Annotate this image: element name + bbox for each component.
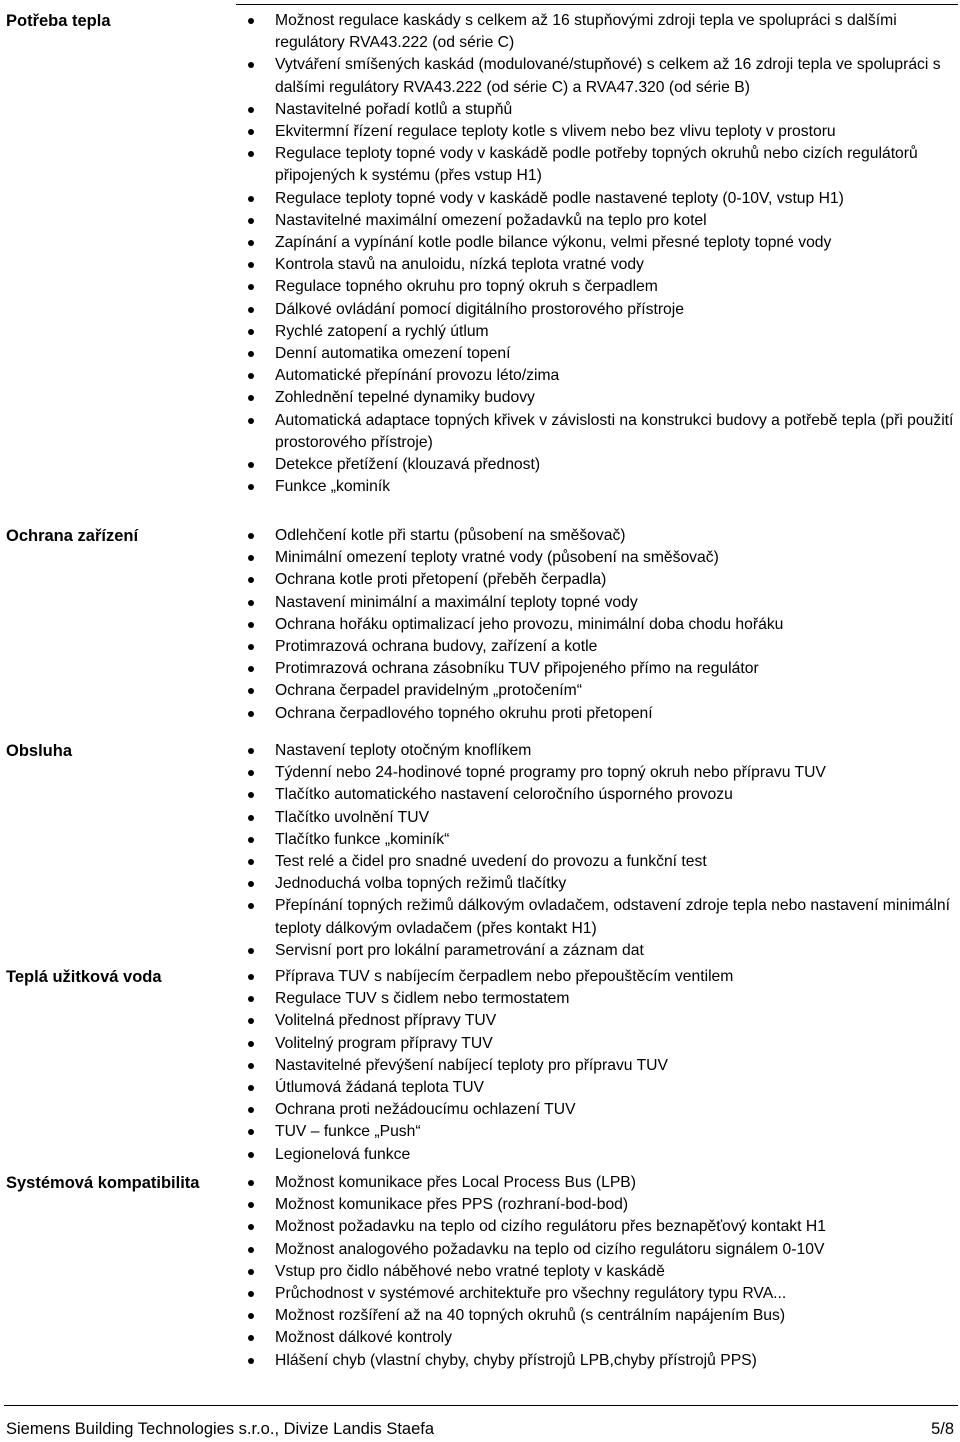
list-item: Zapínání a vypínání kotle podle bilance výkonu, velmi přesné teploty topné vody	[248, 232, 954, 254]
section-title: Ochrana zařízení	[6, 527, 139, 545]
list-item: Ochrana hořáku optimalizací jeho provozu, minimální doba chodu hořáku	[248, 614, 954, 636]
list-item: Ochrana čerpadel pravidelným „protočením“	[248, 680, 954, 702]
list-item: Legionelová funkce	[248, 1144, 954, 1166]
list-item: Tlačítko automatického nastavení celoročního úsporného provozu	[248, 784, 954, 806]
list-item: Ochrana čerpadlového topného okruhu proti přetopení	[248, 703, 954, 725]
list-item: Tlačítko funkce „kominík“	[248, 829, 954, 851]
list-item: Nastavitelné pořadí kotlů a stupňů	[248, 99, 954, 121]
list-item: Možnost regulace kaskády s celkem až 16 stupňovými zdroji tepla ve spolupráci s dalšími regulátory RVA43.222 (od série C)	[248, 10, 954, 54]
list-item: TUV – funkce „Push“	[248, 1121, 954, 1143]
bullet-list	[248, 525, 954, 725]
list-item: Hlášení chyb (vlastní chyby, chyby přístrojů LPB,chyby přístrojů PPS)	[248, 1350, 954, 1372]
list-item: Rychlé zatopení a rychlý útlum	[248, 321, 954, 343]
list-item: Volitelná přednost přípravy TUV	[248, 1010, 954, 1032]
bullet-list	[248, 740, 954, 962]
list-item: Funkce „kominík	[248, 476, 954, 498]
list-item: Detekce přetížení (klouzavá přednost)	[248, 454, 954, 476]
footer-company: Siemens Building Technologies s.r.o., Divize Landis Staefa	[6, 1420, 435, 1438]
list-item: Možnost rozšíření až na 40 topných okruhů (s centrálním napájením Bus)	[248, 1305, 954, 1327]
bullet-list	[248, 1172, 954, 1372]
list-item: Tlačítko uvolnění TUV	[248, 807, 954, 829]
list-item: Nastavení minimální a maximální teploty topné vody	[248, 592, 954, 614]
list-item: Útlumová žádaná teplota TUV	[248, 1077, 954, 1099]
section-title: Potřeba tepla	[6, 12, 111, 30]
list-item: Možnost požadavku na teplo od cizího regulátoru přes beznapěťový kontakt H1	[248, 1216, 954, 1238]
list-item: Minimální omezení teploty vratné vody (působení na směšovač)	[248, 547, 954, 569]
page-number: 5/8	[931, 1420, 954, 1438]
section-title: Teplá užitková voda	[6, 968, 162, 986]
list-item: Možnost komunikace přes PPS (rozhraní-bod-bod)	[248, 1194, 954, 1216]
list-item: Zohlednění tepelné dynamiky budovy	[248, 387, 954, 409]
list-item: Volitelný program přípravy TUV	[248, 1033, 954, 1055]
list-item: Regulace TUV s čidlem nebo termostatem	[248, 988, 954, 1010]
top-rule	[236, 4, 958, 5]
list-item: Vytváření smíšených kaskád (modulované/stupňové) s celkem až 16 zdroji tepla ve spolupráci s dalšími regulátory RVA43.222 (od série C) a RVA47.320 (od série B)	[248, 54, 954, 98]
list-item: Možnost komunikace přes Local Process Bus (LPB)	[248, 1172, 954, 1194]
list-item: Ochrana kotle proti přetopení (přeběh čerpadla)	[248, 569, 954, 591]
list-item: Regulace teploty topné vody v kaskádě podle nastavené teploty (0-10V, vstup H1)	[248, 188, 954, 210]
list-item: Nastavení teploty otočným knoflíkem	[248, 740, 954, 762]
list-item: Protimrazová ochrana budovy, zařízení a kotle	[248, 636, 954, 658]
list-item: Možnost analogového požadavku na teplo od cizího regulátoru signálem 0-10V	[248, 1239, 954, 1261]
list-item: Možnost dálkové kontroly	[248, 1327, 954, 1349]
list-item: Protimrazová ochrana zásobníku TUV připojeného přímo na regulátor	[248, 658, 954, 680]
list-item: Automatické přepínání provozu léto/zima	[248, 365, 954, 387]
section-title: Systémová kompatibilita	[6, 1174, 200, 1192]
list-item: Test relé a čidel pro snadné uvedení do provozu a funkční test	[248, 851, 954, 873]
list-item: Ekvitermní řízení regulace teploty kotle s vlivem nebo bez vlivu teploty v prostoru	[248, 121, 954, 143]
list-item: Dálkové ovládání pomocí digitálního prostorového přístroje	[248, 299, 954, 321]
list-item: Servisní port pro lokální parametrování a záznam dat	[248, 940, 954, 962]
list-item: Automatická adaptace topných křivek v závislosti na konstrukci budovy a potřebě tepla (při použití prostorového přístroje)	[248, 410, 954, 454]
list-item: Regulace topného okruhu pro topný okruh s čerpadlem	[248, 276, 954, 298]
list-item: Jednoduchá volba topných režimů tlačítky	[248, 873, 954, 895]
list-item: Týdenní nebo 24-hodinové topné programy pro topný okruh nebo přípravu TUV	[248, 762, 954, 784]
list-item: Odlehčení kotle při startu (působení na směšovač)	[248, 525, 954, 547]
list-item: Regulace teploty topné vody v kaskádě podle potřeby topných okruhů nebo cizích regulátorů připojených k systému (přes vstup H1)	[248, 143, 954, 187]
bullet-list	[248, 966, 954, 1166]
list-item: Denní automatika omezení topení	[248, 343, 954, 365]
list-item: Průchodnost v systémové architektuře pro všechny regulátory typu RVA...	[248, 1283, 954, 1305]
footer-rule	[4, 1405, 958, 1406]
list-item: Vstup pro čidlo náběhové nebo vratné teploty v kaskádě	[248, 1261, 954, 1283]
list-item: Nastavitelné maximální omezení požadavků na teplo pro kotel	[248, 210, 954, 232]
list-item: Kontrola stavů na anuloidu, nízká teplota vratné vody	[248, 254, 954, 276]
list-item: Příprava TUV s nabíjecím čerpadlem nebo přepouštěcím ventilem	[248, 966, 954, 988]
section-title: Obsluha	[6, 742, 73, 760]
list-item: Nastavitelné převýšení nabíjecí teploty pro přípravu TUV	[248, 1055, 954, 1077]
list-item: Přepínání topných režimů dálkovým ovladačem, odstavení zdroje tepla nebo nastavení minimální teploty dálkovým ovladačem (přes kontakt H1)	[248, 895, 954, 939]
list-item: Ochrana proti nežádoucímu ochlazení TUV	[248, 1099, 954, 1121]
bullet-list	[248, 10, 954, 498]
